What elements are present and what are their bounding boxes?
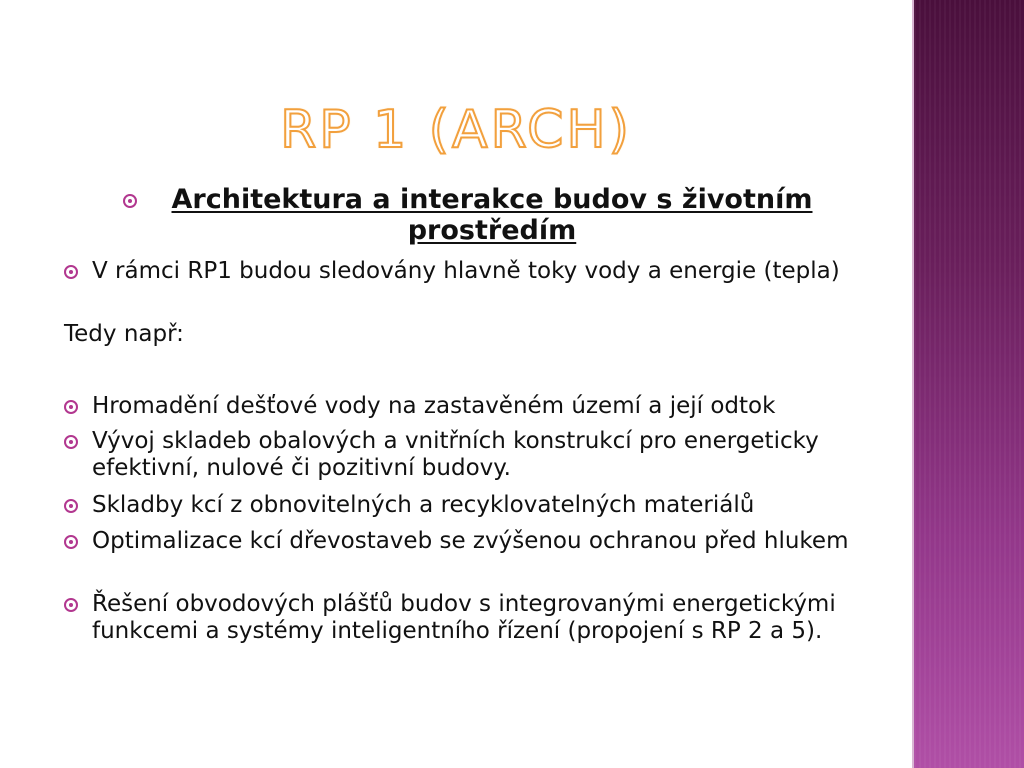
list-item <box>64 591 864 645</box>
list-item-text: Skladby kcí z obnovitelných a recyklovatelných materiálů <box>92 492 755 518</box>
bullet-icon <box>64 265 78 279</box>
lead-text: Tedy např: <box>64 321 184 347</box>
decorative-side-panel <box>912 0 1024 768</box>
heading-row <box>100 184 860 246</box>
list-item <box>64 393 864 420</box>
list-item <box>64 492 864 519</box>
intro-item <box>64 258 864 285</box>
slide-heading: Architektura a interakce budov s životním prostředím <box>171 184 813 246</box>
list-item <box>64 428 864 482</box>
list-item <box>64 528 864 555</box>
bullet-icon <box>123 194 137 208</box>
bullet-icon <box>64 598 78 612</box>
intro-text: V rámci RP1 budou sledovány hlavně toky vody a energie (tepla) <box>92 258 840 284</box>
bullet-icon <box>64 499 78 513</box>
bullet-icon <box>64 535 78 549</box>
list-item-text: Řešení obvodových plášťů budov s integrovanými energetickými funkcemi a systémy inteligentního řízení (propojení s RP 2 a 5). <box>92 591 836 644</box>
list-item-text: Optimalizace kcí dřevostaveb se zvýšenou ochranou před hlukem <box>92 528 849 554</box>
bullet-icon <box>64 435 78 449</box>
list-item-text: Vývoj skladeb obalových a vnitřních konstrukcí pro energeticky efektivní, nulové či pozitivní budovy. <box>92 428 819 481</box>
bullet-icon <box>64 400 78 414</box>
slide-title: RP 1 (ARCH) <box>280 100 632 160</box>
list-item-text: Hromadění dešťové vody na zastavěném území a její odtok <box>92 393 776 419</box>
